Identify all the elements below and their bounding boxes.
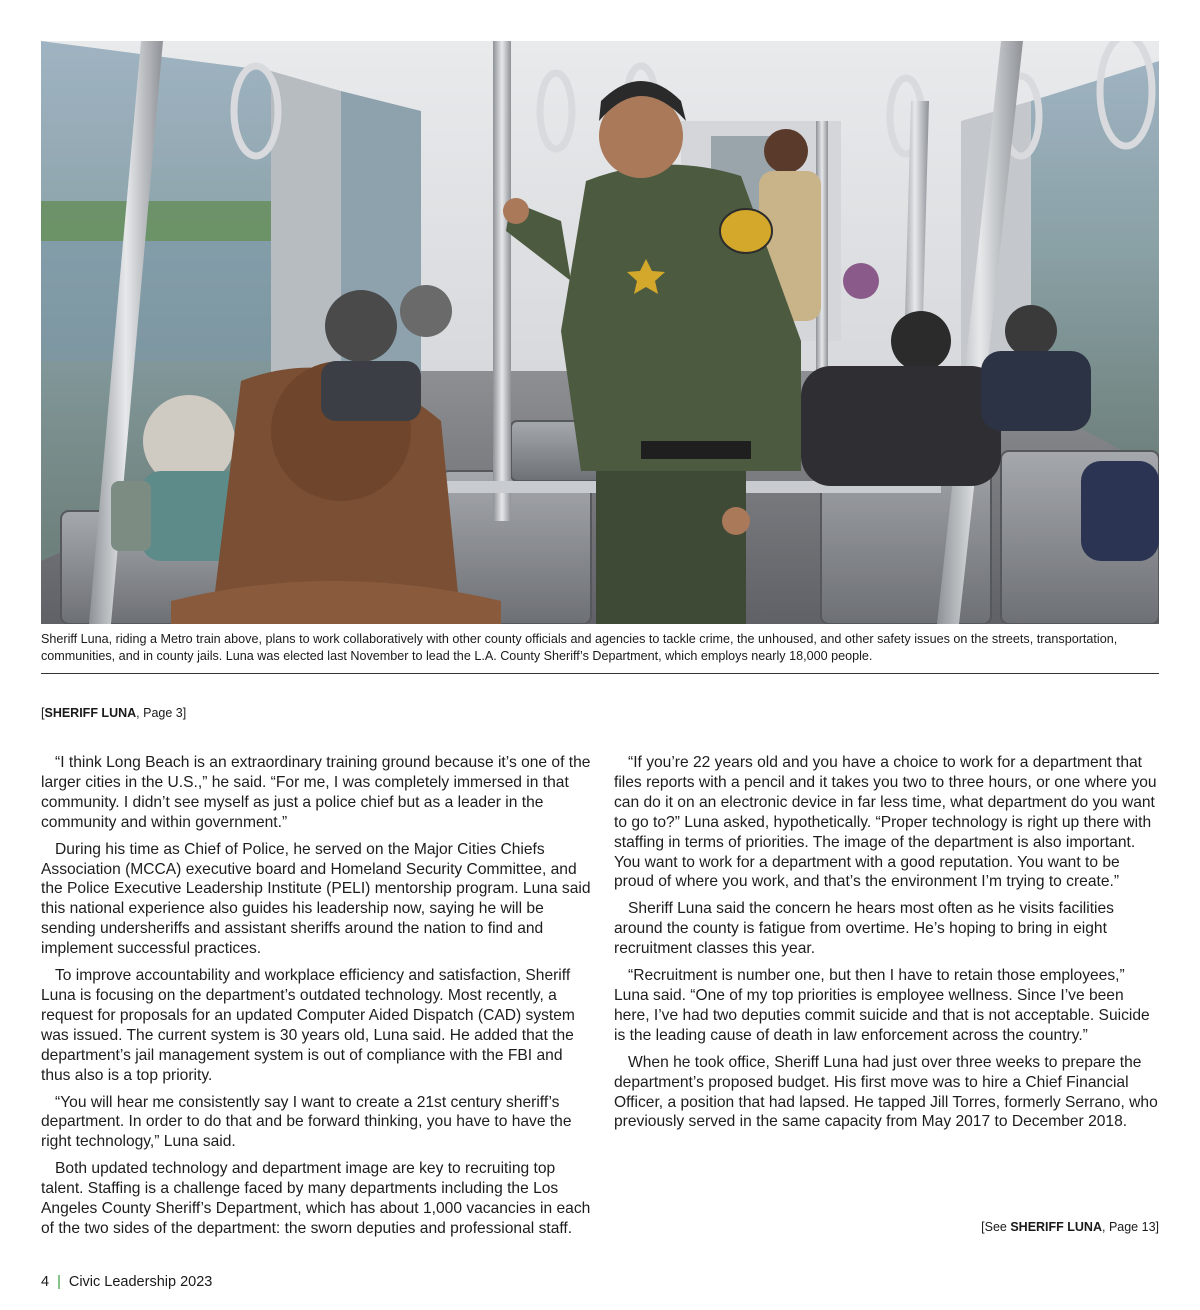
paragraph: “Recruitment is number one, but then I have to retain those employees,” Luna said. “One of my top priorities is employee wellness. Since I’ve been here, I’ve had two deputies commit suicide and that is not acceptable. Suicide is the leading cause of death in law enforcement across the country.” — [614, 967, 1150, 1044]
paragraph: “You will hear me consistently say I want to create a 21st century sheriff’s department. In order to do that and be forward thinking, you have to have the right technology,” Luna said. — [41, 1093, 572, 1151]
jump-rest: , Page 13] — [1102, 1220, 1159, 1234]
footer-separator: | — [57, 1274, 61, 1290]
photo-caption: Sheriff Luna, riding a Metro train above, plans to work collaboratively with other county officials and agencies to tackle crime, the unhoused, and other safety issues on the streets, transportation, communities, and in county jails. Luna was elected last November to lead the L.A. County Sheriff’s Department, which employs nearly 18,000 people. — [41, 632, 1118, 663]
paragraph: During his time as Chief of Police, he served on the Major Cities Chiefs Association (MCCA) executive board and Homeland Security Committee, and the Police Executive Leadership Institute (PELI) mentorship program. Luna said this national experience also guides his leadership now, saying he will be sending undersheriffs and assistant sheriffs around the nation to find and implement successful practices. — [41, 840, 591, 958]
grab-handle — [111, 481, 151, 551]
photo-illustration — [41, 41, 1159, 624]
paragraph: When he took office, Sheriff Luna had just over three weeks to prepare the department’s proposed budget. His first move was to hire a Chief Financial Officer, a position that had lapsed. He tapped Jill Torres, formerly Serrano, who previously served in the same capacity from May 2017 to December 2018. — [614, 1053, 1158, 1131]
paragraph: Sheriff Luna said the concern he hears most often as he visits facilities around the county is fatigue from overtime. He’s hoping to bring in eight recruitment classes this year. — [614, 900, 1114, 958]
jump-open: [See — [981, 1220, 1011, 1234]
jump-rest: , Page 3] — [136, 706, 187, 720]
caption-divider — [41, 673, 1159, 674]
article-column-left — [41, 753, 591, 1246]
jump-name: SHERIFF LUNA — [1010, 1220, 1102, 1234]
paragraph: To improve accountability and workplace efficiency and satisfaction, Sheriff Luna is focusing on the department’s outdated technology. Most recently, a request for proposals for an updated Computer Aided Dispatch (CAD) system was issued. The current system is 30 years old, Luna said. He added that the department’s jail management system is out of compliance with the FBI and thus also is a top priority. — [41, 967, 575, 1084]
train-photo — [41, 41, 1159, 624]
jump-name: SHERIFF LUNA — [44, 706, 137, 720]
publication-title: Civic Leadership 2023 — [68, 1274, 213, 1290]
continued-on-line[interactable] — [981, 1219, 1159, 1235]
paragraph: “I think Long Beach is an extraordinary training ground because it’s one of the larger cities in the U.S.,” he said. “For me, I was completely immersed in that community. I didn’t see myself as just a police chief but as a leader in the community and within government.” — [41, 754, 591, 831]
page-footer — [41, 1273, 212, 1291]
article-column-right — [614, 753, 1162, 1139]
continued-from-line — [41, 705, 186, 721]
paragraph: Both updated technology and department image are key to recruiting top talent. Staffing is a challenge faced by many departments including the Los Angeles County Sheriff’s Department, which has about 1,000 vacancies in each of the two sides of the department: the sworn deputies and professional staff. — [41, 1160, 591, 1237]
page-number: 4 — [41, 1274, 50, 1290]
jump-open: [ — [41, 706, 45, 720]
paragraph: “If you’re 22 years old and you have a choice to work for a department that files reports with a pencil and it takes you two to three hours, or one where you can do it on an electronic device in far less time, what department do you want to go to?” Luna asked, hypothetically. “Proper technology is right up there with staffing in terms of priorities. The image of the department is also important. You want to work for a department with a good reputation. You want to be proud of where you work, and that’s the environment I’m trying to create.” — [614, 754, 1157, 891]
